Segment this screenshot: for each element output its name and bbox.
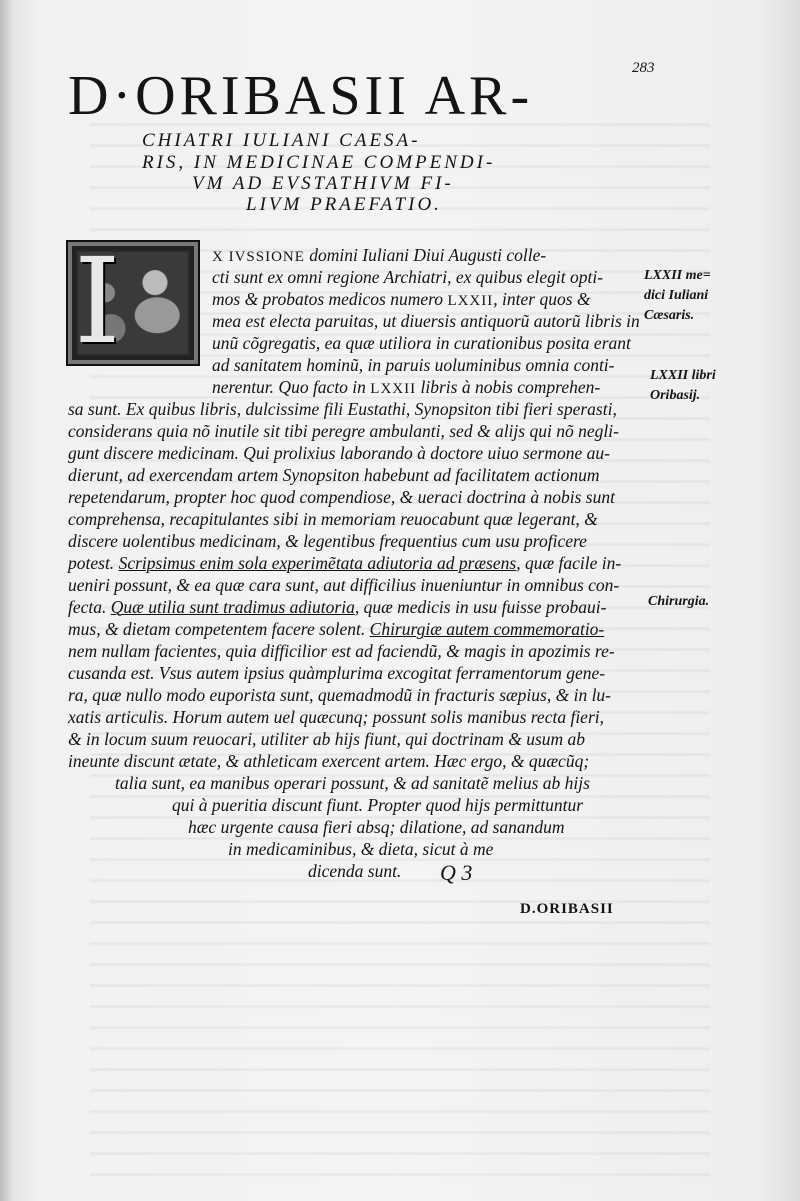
text-run: cusanda est. Vsus autem ipsius quàmplurima excogitat ferramentorum gene-: [68, 663, 606, 683]
text-run: sa sunt. Ex quibus libris, dulcissime fili Eustathi, Synopsiton tibi fieri sperasti,: [68, 399, 617, 419]
text-run: in medicaminibus, & dieta, sicut à me: [228, 839, 494, 859]
margin-note-2: [650, 366, 716, 406]
body-line: [228, 838, 493, 860]
text-run: ueniri possunt, & ea quæ cara sunt, aut difficilius inueniuntur in omnibus con-: [68, 575, 620, 595]
margin-note-3: [648, 592, 709, 612]
catchword: D.ORIBASII: [520, 901, 614, 917]
body-line: [188, 816, 565, 838]
body-line: [308, 860, 401, 882]
body-line: [115, 772, 590, 794]
margin-note-line: Cæsaris.: [644, 308, 695, 323]
body-line: [68, 442, 610, 464]
text-run: mos & probatos medicos numero: [212, 289, 448, 309]
title-line-3: VM AD EVSTATHIVM FI-: [192, 173, 454, 194]
margin-note-line: dici Iuliani: [644, 288, 709, 303]
body-line: [212, 332, 631, 354]
body-line: [172, 794, 583, 816]
text-run: ineunte discunt ætate, & athleticam exercent artem. Hæc ergo, & quæcũq;: [68, 751, 590, 771]
text-run: dierunt, ad exercendam artem Synopsiton habebunt ad facilitatem actionum: [68, 465, 600, 485]
text-run: nem nullam facientes, quia difficilior est ad faciendũ, & magis in apozimis re-: [68, 641, 615, 661]
body-line: [68, 684, 611, 706]
text-run: repetendarum, propter hoc quod compendiose, & ueraci doctrina à nobis sunt: [68, 487, 615, 507]
body-line: [68, 574, 619, 596]
body-line: [212, 310, 640, 332]
body-line: [68, 706, 604, 728]
small-caps-word: LXXII: [447, 293, 494, 309]
body-line: [68, 750, 589, 772]
text-run: potest.: [68, 553, 119, 573]
title-line-1: CHIATRI IULIANI CAESA-: [142, 130, 421, 151]
body-line: [68, 508, 598, 530]
text-run: talia sunt, ea manibus operari possunt, & ad sanitatẽ melius ab hijs: [115, 773, 590, 793]
body-line: [68, 486, 615, 508]
body-line: [68, 618, 604, 640]
text-run: , quæ facile in-: [516, 553, 622, 573]
text-run: qui à pueritia discunt fiunt. Propter quod hijs permittuntur: [172, 795, 584, 815]
text-run: xatis articulis. Horum autem uel quæcunq; possunt solis manibus recta fieri,: [68, 707, 604, 727]
body-line: [212, 266, 603, 288]
text-run: , inter quos &: [493, 289, 591, 309]
text-run: dicenda sunt.: [308, 861, 402, 881]
text-run: mus, & dietam competentem facere solent.: [68, 619, 370, 639]
margin-note-line: LXXII libri: [650, 368, 716, 383]
body-line: [68, 662, 605, 684]
text-run: unũ cõgregatis, ea quæ utiliora in curationibus posita erant: [212, 333, 631, 353]
small-caps-word: X IVSSIONE: [212, 249, 305, 265]
text-run: comprehensa, recapitulantes sibi in memoriam reuocabunt quæ legerant, &: [68, 509, 598, 529]
text-run: domini Iuliani Diui Augusti colle-: [304, 245, 547, 265]
body-line: [68, 728, 585, 750]
body-line: [212, 376, 600, 400]
body-line: [68, 398, 617, 420]
margin-note-1: [644, 266, 711, 326]
underlined-phrase: Chirurgiæ autem commemoratio-: [369, 619, 605, 639]
body-line: [68, 420, 619, 442]
text-run: ra, quæ nullo modo euporista sunt, quemadmodũ in fracturis sæpius, & in lu-: [68, 685, 612, 705]
text-run: nerentur. Quo facto in: [212, 377, 371, 397]
text-run: considerans quia nõ inutile sit tibi peregre ambulanti, sed & alijs qui nõ negli-: [68, 421, 619, 441]
margin-note-line: LXXII me=: [644, 268, 711, 283]
body-line: [212, 288, 591, 312]
initial-letter: I: [74, 232, 121, 370]
margin-note-line: Chirurgia.: [648, 594, 710, 609]
body-line: [68, 464, 600, 486]
title-line-2: RIS, IN MEDICINAE COMPENDI-: [142, 152, 496, 173]
body-line: [212, 354, 615, 376]
text-run: hæc urgente causa fieri absq; dilatione, ad sanandum: [188, 817, 565, 837]
small-caps-word: LXXII: [370, 381, 417, 397]
text-run: discere uolentibus medicinam, & legentibus frequentius cum usu proficere: [68, 531, 587, 551]
decorated-initial: [66, 232, 200, 370]
text-run: mea est electa paruitas, ut diuersis antiquorũ autorũ libris in: [212, 311, 640, 331]
body-line: [68, 552, 621, 574]
text-run: libris à nobis comprehen-: [416, 377, 601, 397]
text-run: & in locum suum reuocari, utiliter ab hijs fiunt, qui doctrinam & usum ab: [68, 729, 586, 749]
text-run: fecta.: [68, 597, 111, 617]
page-number: 283: [632, 60, 655, 76]
body-line: [68, 640, 615, 662]
text-run: ad sanitatem hominũ, in paruis uoluminibus omnia conti-: [212, 355, 615, 375]
body-line: [212, 244, 546, 268]
margin-note-line: Oribasij.: [650, 388, 701, 403]
underlined-phrase: Quæ utilia sunt tradimus adiutoria: [110, 597, 355, 617]
text-run: gunt discere medicinam. Qui prolixius laborando à doctore uiuo sermone au-: [68, 443, 610, 463]
text-run: cti sunt ex omni regione Archiatri, ex quibus elegit opti-: [212, 267, 604, 287]
title-line-4: LIVM PRAEFATIO.: [246, 194, 442, 215]
title-heading: D·ORIBASII AR-: [68, 65, 534, 127]
body-line: [68, 530, 587, 552]
signature-mark: Q 3: [440, 860, 473, 885]
text-run: , quæ medicis in usu fuisse probaui-: [354, 597, 607, 617]
body-line: [68, 596, 606, 618]
underlined-phrase: Scripsimus enim sola experimẽtata adiutoria ad præsens: [118, 553, 517, 573]
